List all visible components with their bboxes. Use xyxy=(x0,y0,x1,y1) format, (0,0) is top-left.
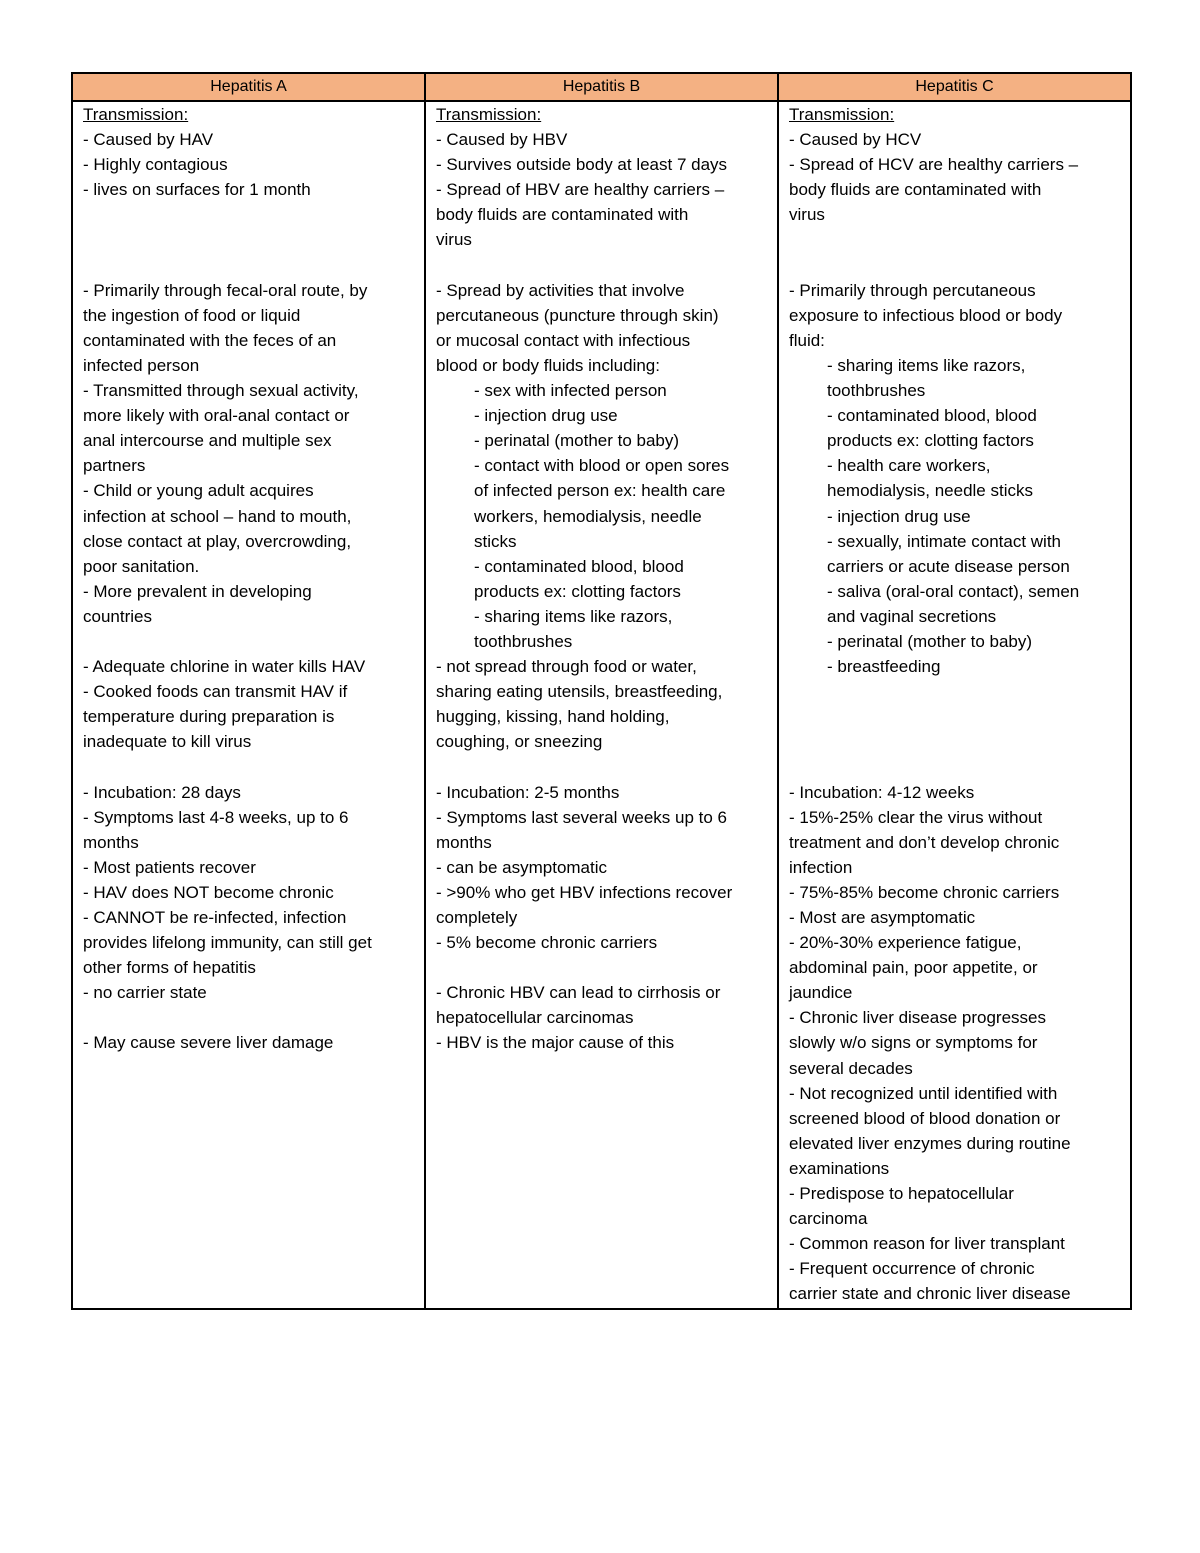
text-line: - not spread through food or water, xyxy=(436,657,697,677)
text-line: - May cause severe liver damage xyxy=(83,1033,334,1053)
text-line: - contact with blood or open sores xyxy=(474,456,730,476)
hepatitis-c-cell xyxy=(778,101,1131,1309)
section-heading: Transmission: xyxy=(789,105,895,124)
text-line: - Predispose to hepatocellular xyxy=(789,1184,1014,1204)
text-line: blood or body fluids including: xyxy=(436,355,660,375)
text-line: toothbrushes xyxy=(827,381,926,401)
text-line: jaundice xyxy=(789,983,853,1003)
text-line: infection xyxy=(789,857,853,877)
text-line: elevated liver enzymes during routine xyxy=(789,1133,1071,1153)
text-line: - Adequate chlorine in water kills HAV xyxy=(83,657,366,677)
text-line: - Chronic HBV can lead to cirrhosis or xyxy=(436,983,721,1003)
blank-line xyxy=(83,754,416,779)
text-line: products ex: clotting factors xyxy=(474,581,681,601)
blank-line xyxy=(436,754,769,779)
text-line: - Most patients recover xyxy=(83,857,256,877)
text-line: months xyxy=(436,832,492,852)
blank-line xyxy=(436,955,769,980)
text-line: - HAV does NOT become chronic xyxy=(83,882,334,902)
text-line: - Most are asymptomatic xyxy=(789,908,976,927)
text-line: - Common reason for liver transplant xyxy=(789,1234,1065,1254)
header-hepatitis-c: Hepatitis C xyxy=(778,73,1131,101)
text-line: - Caused by HCV xyxy=(789,130,922,150)
text-line: close contact at play, overcrowding, xyxy=(83,531,352,551)
text-line: - injection drug use xyxy=(827,506,971,526)
text-line: - sexually, intimate contact with xyxy=(827,531,1061,551)
text-line: temperature during preparation is xyxy=(83,707,335,727)
text-line: - More prevalent in developing xyxy=(83,581,312,601)
text-line: - Incubation: 4-12 weeks xyxy=(789,782,975,802)
section-heading: Transmission: xyxy=(436,105,542,124)
header-hepatitis-b: Hepatitis B xyxy=(425,73,778,101)
text-line: exposure to infectious blood or body xyxy=(789,305,1063,325)
text-line: - Not recognized until identified with xyxy=(789,1083,1058,1103)
text-line: - Spread by activities that involve xyxy=(436,280,685,300)
text-line: - 20%-30% experience fatigue, xyxy=(789,933,1022,953)
header-row xyxy=(72,73,1131,101)
text-line: - Symptoms last 4-8 weeks, up to 6 xyxy=(83,807,349,827)
text-line: completely xyxy=(436,908,518,927)
text-line: - Incubation: 2-5 months xyxy=(436,782,620,802)
blank-line xyxy=(789,679,1122,704)
text-line: - contaminated blood, blood xyxy=(827,406,1037,426)
text-line: - sharing items like razors, xyxy=(827,355,1026,375)
text-line: infection at school – hand to mouth, xyxy=(83,506,352,526)
text-line: infected person xyxy=(83,355,200,375)
blank-line xyxy=(83,202,416,227)
text-line: the ingestion of food or liquid xyxy=(83,305,301,325)
content-row xyxy=(72,101,1131,1309)
text-line: partners xyxy=(83,456,146,476)
text-line: body fluids are contaminated with xyxy=(789,180,1042,200)
text-line: virus xyxy=(789,205,825,225)
text-line: - saliva (oral-oral contact), semen xyxy=(827,581,1080,601)
hepatitis-comparison-table xyxy=(71,72,1132,1310)
header-hepatitis-a: Hepatitis A xyxy=(72,73,425,101)
text-line: screened blood of blood donation or xyxy=(789,1108,1061,1128)
text-line: - Transmitted through sexual activity, xyxy=(83,381,359,401)
text-line: treatment and don’t develop chronic xyxy=(789,832,1060,852)
text-line: - HBV is the major cause of this xyxy=(436,1033,675,1053)
blank-line xyxy=(789,227,1122,252)
text-line: - no carrier state xyxy=(83,983,207,1003)
blank-line xyxy=(83,1005,416,1030)
text-line: sharing eating utensils, breastfeeding, xyxy=(436,682,723,702)
text-line: products ex: clotting factors xyxy=(827,431,1034,451)
text-line: percutaneous (puncture through skin) xyxy=(436,305,719,325)
text-line: slowly w/o signs or symptoms for xyxy=(789,1033,1038,1053)
text-line: hugging, kissing, hand holding, xyxy=(436,707,670,727)
text-line: and vaginal secretions xyxy=(827,606,997,626)
text-line: - 5% become chronic carriers xyxy=(436,933,658,953)
text-line: poor sanitation. xyxy=(83,556,200,576)
text-line: - Symptoms last several weeks up to 6 xyxy=(436,807,728,827)
text-line: hemodialysis, needle sticks xyxy=(827,481,1033,501)
text-line: provides lifelong immunity, can still get xyxy=(83,933,372,953)
blank-line xyxy=(83,629,416,654)
text-line: - injection drug use xyxy=(474,406,618,426)
text-line: workers, hemodialysis, needle xyxy=(474,506,702,526)
text-line: inadequate to kill virus xyxy=(83,732,252,752)
text-line: body fluids are contaminated with xyxy=(436,205,689,225)
blank-line xyxy=(83,253,416,278)
text-line: countries xyxy=(83,606,152,626)
text-line: - Frequent occurrence of chronic xyxy=(789,1259,1035,1279)
text-line: - contaminated blood, blood xyxy=(474,556,684,576)
text-line: - lives on surfaces for 1 month xyxy=(83,180,311,200)
text-line: carrier state and chronic liver disease xyxy=(789,1284,1071,1304)
text-line: - Primarily through fecal-oral route, by xyxy=(83,280,368,300)
text-line: carriers or acute disease person xyxy=(827,556,1070,576)
text-line: contaminated with the feces of an xyxy=(83,330,337,350)
text-line: examinations xyxy=(789,1158,890,1178)
text-line: - can be asymptomatic xyxy=(436,857,608,877)
text-line: other forms of hepatitis xyxy=(83,958,256,978)
text-line: abdominal pain, poor appetite, or xyxy=(789,958,1038,978)
text-line: of infected person ex: health care xyxy=(474,481,726,501)
text-line: - Spread of HCV are healthy carriers – xyxy=(789,155,1079,175)
text-line: - sex with infected person xyxy=(474,381,667,401)
text-line: - Caused by HBV xyxy=(436,130,568,150)
text-line: - Primarily through percutaneous xyxy=(789,280,1036,300)
blank-line xyxy=(789,754,1122,779)
blank-line xyxy=(83,227,416,252)
text-line: - Cooked foods can transmit HAV if xyxy=(83,682,348,702)
text-line: sticks xyxy=(474,531,517,551)
blank-line xyxy=(789,253,1122,278)
blank-line xyxy=(789,729,1122,754)
text-line: - >90% who get HBV infections recover xyxy=(436,882,733,902)
text-line: months xyxy=(83,832,139,852)
text-line: coughing, or sneezing xyxy=(436,732,603,752)
text-line: hepatocellular carcinomas xyxy=(436,1008,634,1028)
blank-line xyxy=(789,704,1122,729)
text-line: fluid: xyxy=(789,330,825,350)
text-line: - health care workers, xyxy=(827,456,991,476)
text-line: - CANNOT be re-infected, infection xyxy=(83,908,347,927)
text-line: - 75%-85% become chronic carriers xyxy=(789,882,1060,902)
text-line: - Survives outside body at least 7 days xyxy=(436,155,728,175)
text-line: - perinatal (mother to baby) xyxy=(827,631,1033,651)
text-line: - Incubation: 28 days xyxy=(83,782,241,802)
text-line: - Spread of HBV are healthy carriers – xyxy=(436,180,725,200)
text-line: several decades xyxy=(789,1058,913,1078)
text-line: - Child or young adult acquires xyxy=(83,481,314,501)
text-line: toothbrushes xyxy=(474,631,573,651)
hepatitis-a-cell xyxy=(72,101,425,1309)
text-line: virus xyxy=(436,230,472,250)
text-line: - breastfeeding xyxy=(827,657,941,677)
text-line: - Caused by HAV xyxy=(83,130,214,150)
section-heading: Transmission: xyxy=(83,105,189,124)
text-line: - Chronic liver disease progresses xyxy=(789,1008,1046,1028)
text-line: anal intercourse and multiple sex xyxy=(83,431,332,451)
text-line: - sharing items like razors, xyxy=(474,606,673,626)
text-line: or mucosal contact with infectious xyxy=(436,330,691,350)
text-line: more likely with oral-anal contact or xyxy=(83,406,350,426)
text-line: - Highly contagious xyxy=(83,155,228,175)
blank-line xyxy=(436,253,769,278)
text-line: carcinoma xyxy=(789,1209,868,1229)
hepatitis-b-cell xyxy=(425,101,778,1309)
text-line: - perinatal (mother to baby) xyxy=(474,431,680,451)
text-line: - 15%-25% clear the virus without xyxy=(789,807,1043,827)
